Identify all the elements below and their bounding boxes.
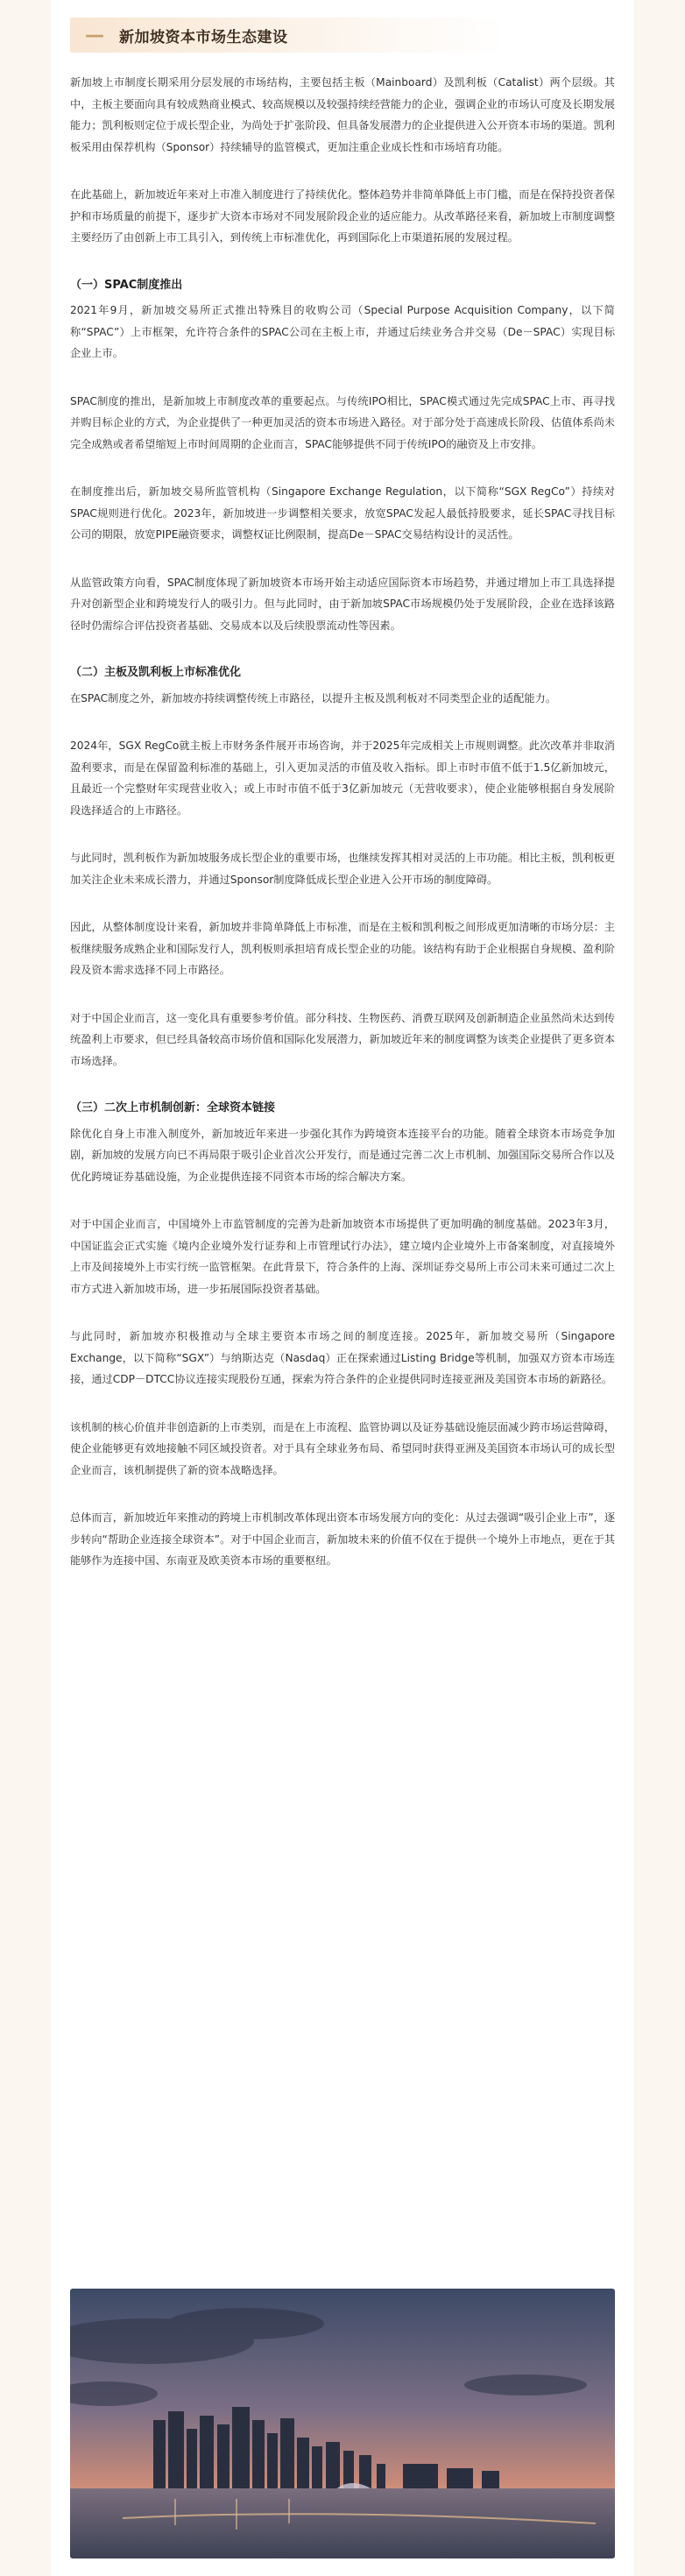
paragraph: 对于中国企业而言，中国境外上市监管制度的完善为赴新加坡资本市场提供了更加明确的制度基础。2023年3月，中国证监会正式实施《境内企业境外发行证券和上市管理试行办法》，建立境内企业境外上市备案制度，对直接境外上市及间接境外上市实行统一监管框架。在此背景下，符合条件的上海、深圳证券交易所上市公司未来可通过二次上市方式进入新加坡市场，进一步拓展国际投资者基础。 xyxy=(70,1218,615,1295)
paragraph: 因此，从整体制度设计来看，新加坡并非简单降低上市标准，而是在主板和凯利板之间形成更加清晰的市场分层：主板继续服务成熟企业和国际发行人，凯利板则承担培育成长型企业的功能。该结构有助于企业根据自身规模、盈利阶段及资本需求选择不同上市路径。 xyxy=(70,921,615,976)
paragraph: 对于中国企业而言，这一变化具有重要参考价值。部分科技、生物医药、消费互联网及创新制造企业虽然尚未达到传统盈利上市要求，但已经具备较高市场价值和国际化发展潜力，新加坡近年来的制度调整为该类企业提供了更多资本市场选择。 xyxy=(70,1011,615,1067)
paragraph: 从监管政策方向看，SPAC制度体现了新加坡资本市场开始主动适应国际资本市场趋势，并通过增加上市工具选择提升对创新型企业和跨境发行人的吸引力。但与此同时，由于新加坡SPAC市场规模仍处于发展阶段，企业在选择该路径时仍需综合评估投资者基础、交易成本以及后续股票流动性等因素。 xyxy=(70,576,615,632)
paragraph: 与此同时，凯利板作为新加坡服务成长型企业的重要市场，也继续发挥其相对灵活的上市功能。相比主板，凯利板更加关注企业未来成长潜力，并通过Sponsor制度降低成长型企业进入公开市场的制度障碍。 xyxy=(70,852,615,886)
subsection-title-secondary-listing: （三）二次上市机制创新：全球资本链接 xyxy=(70,1101,276,1115)
article-body xyxy=(70,18,615,1598)
bay-water xyxy=(70,2488,615,2558)
paragraph: 2021年9月，新加坡交易所正式推出特殊目的收购公司（Special Purpose Acquisition Company，以下简称“SPAC”）上市框架，允许符合条件的SPAC公司在主板上市，并通过后续业务合并交易（De－SPAC）实现目标企业上市。 xyxy=(70,304,615,359)
dash-icon: — xyxy=(85,24,104,46)
paragraph: SPAC制度的推出，是新加坡上市制度改革的重要起点。与传统IPO相比，SPAC模式通过先完成SPAC上市、再寻找并购目标企业的方式，为企业提供了一种更加灵活的资本市场进入路径。对于部分处于高速成长阶段、估值体系尚未完全成熟或者希望缩短上市时间周期的企业而言，SPAC能够提供不同于传统IPO的融资及上市安排。 xyxy=(70,394,615,450)
skyline-illustration xyxy=(70,2289,615,2558)
paragraph: 该机制的核心价值并非创造新的上市类别，而是在上市流程、监管协调以及证券基础设施层面减少跨市场运营障碍，使企业能够更有效地接触不同区域投资者。对于具有全球业务布局、希望同时获得亚洲及美国资本市场认可的成长型企业而言，该机制提供了新的资本战略选择。 xyxy=(70,1420,615,1476)
paragraph: 新加坡上市制度长期采用分层发展的市场结构，主要包括主板（Mainboard）及凯利板（Catalist）两个层级。其中，主板主要面向具有较成熟商业模式、较高规模以及较强持续经营能力的企业，强调企业的市场认可度及长期发展能力；凯利板则定位于成长型企业，为尚处于扩张阶段、但具备发展潜力的企业提供进入公开资本市场的渠道。凯利板采用由保荐机构（Sponsor）持续辅导的监管模式，更加注重企业成长性和市场培育功能。 xyxy=(70,76,615,153)
paragraph: 与此同时，新加坡亦积极推动与全球主要资本市场之间的制度连接。2025年，新加坡交易所（Singapore Exchange，以下简称“SGX”）与纳斯达克（Nasdaq）正在探索通过Listing Bridge等机制，加强双方资本市场连接，通过CDP－DTCC协议连接实现股份互通，探索为符合条件的企业提供同时连接亚洲及美国资本市场的新路径。 xyxy=(70,1330,615,1385)
paragraph: 在此基础上，新加坡近年来对上市准入制度进行了持续优化。整体趋势并非简单降低上市门槛，而是在保持投资者保护和市场质量的前提下，逐步扩大资本市场对不同发展阶段企业的适应能力。从改革路径来看，新加坡上市制度调整主要经历了由创新上市工具引入，到传统上市标准优化，再到国际化上市渠道拓展的发展过程。 xyxy=(70,188,615,244)
singapore-skyline-image xyxy=(70,2289,615,2558)
subsection-title-spac: （一）SPAC制度推出 xyxy=(70,278,183,292)
page-title: 新加坡资本市场生态建设 xyxy=(119,28,288,46)
subsection-title-listing-standards: （二）主板及凯利板上市标准优化 xyxy=(70,666,242,679)
paragraph: 在制度推出后，新加坡交易所监管机构（Singapore Exchange Regulation，以下简称“SGX RegCo”）持续对SPAC规则进行优化。2023年，新加坡进一步调整相关要求，放宽SPAC发起人最低持股要求，延长SPAC寻找目标公司的期限，放宽PIPE融资要求，调整权证比例限制，提高De－SPAC交易结构设计的灵活性。 xyxy=(70,485,615,541)
article-card xyxy=(51,0,634,2576)
paragraph: 除优化自身上市准入制度外，新加坡近年来进一步强化其作为跨境资本连接平台的功能。随着全球资本市场竞争加剧，新加坡的发展方向已不再局限于吸引企业首次公开发行，而是通过完善二次上市机制、加强国际交易所合作以及优化跨境证券基础设施，为企业提供连接不同资本市场的综合解决方案。 xyxy=(70,1127,615,1183)
paragraph: 2024年，SGX RegCo就主板上市财务条件展开市场咨询，并于2025年完成相关上市规则调整。此次改革并非取消盈利要求，而是在保留盈利标准的基础上，引入更加灵活的市值及收入指标。即上市时市值不低于1.5亿新加坡元，且最近一个完整财年实现营业收入；或上市时市值不低于3亿新加坡元（无营收要求），使企业能够根据自身发展阶段选择适合的上市路径。 xyxy=(70,740,615,817)
section-header xyxy=(70,18,615,53)
paragraph: 总体而言，新加坡近年来推动的跨境上市机制改革体现出资本市场发展方向的变化：从过去强调“吸引企业上市”，逐步转向“帮助企业连接全球资本”。对于中国企业而言，新加坡未来的价值不仅在于提供一个境外上市地点，更在于其能够作为连接中国、东南亚及欧美资本市场的重要枢纽。 xyxy=(70,1511,616,1567)
paragraph: 在SPAC制度之外，新加坡亦持续调整传统上市路径，以提升主板及凯利板对不同类型企业的适配能力。 xyxy=(70,691,556,704)
